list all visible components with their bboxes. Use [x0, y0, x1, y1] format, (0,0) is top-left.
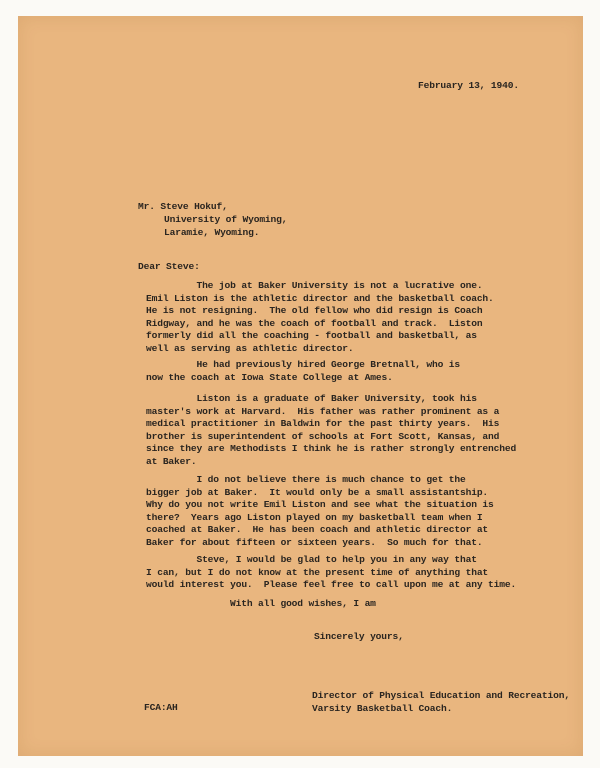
paragraph-line: at Baker. — [146, 455, 197, 467]
paragraph-line: Liston is a graduate of Baker University, took his — [146, 393, 477, 404]
letter-sheet — [18, 16, 583, 756]
paragraph-line: The job at Baker University is not a lucrative one. — [146, 280, 483, 291]
closing-signoff: Sincerely yours, — [314, 631, 404, 642]
address-line: Laramie, Wyoming. — [164, 227, 260, 238]
paragraph-2 — [146, 359, 546, 384]
paragraph-4 — [146, 474, 546, 549]
paragraph-line: Steve, I would be glad to help you in any way that — [146, 554, 477, 565]
paragraph-line: Why do you not write Emil Liston and see what the situation is — [146, 499, 494, 510]
paragraph-line: there? Years ago Liston played on my basketball team when I — [146, 511, 483, 523]
paragraph-line: Baker for about fifteen or sixteen years. So much for that. — [146, 536, 483, 548]
paragraph-line: bigger job at Baker. It would only be a small assistantship. — [146, 486, 489, 498]
paragraph-line: would interest you. Please feel free to call upon me at any time. — [146, 579, 517, 590]
letter-date: February 13, 1940. — [418, 80, 519, 91]
address-line: University of Wyoming, — [164, 214, 288, 225]
salutation: Dear Steve: — [138, 261, 200, 272]
paragraph-line: coached at Baker. He has been coach and athletic director at — [146, 524, 489, 535]
paragraph-line: He is not resigning. The old fellow who did resign is Coach — [146, 305, 483, 316]
paragraph-line: medical practitioner in Baldwin for the past thirty years. His — [146, 418, 500, 429]
paragraph-line: brother is superintendent of schools at Fort Scott, Kansas, and — [146, 430, 500, 442]
paragraph-line: now the coach at Iowa State College at Ames. — [146, 371, 393, 383]
paragraph-1 — [146, 280, 546, 355]
paragraph-line: He had previously hired George Bretnall, who is — [146, 359, 461, 370]
paragraph-line: well as serving as athletic director. — [146, 342, 354, 354]
paragraph-line: since they are Methodists I think he is rather strongly entrenched — [146, 443, 517, 454]
paragraph-line: formerly did all the coaching - football and basketball, as — [146, 330, 477, 341]
paragraph-line: I do not believe there is much chance to get the — [146, 474, 466, 485]
paragraph-line: Ridgway, and he was the coach of football and track. Liston — [146, 317, 483, 329]
signature-title-line: Varsity Basketball Coach. — [312, 703, 453, 714]
address-line: Mr. Steve Hokuf, — [138, 201, 228, 212]
paragraph-3 — [146, 393, 546, 468]
closing-wishes: With all good wishes, I am — [230, 598, 376, 609]
paragraph-line: I can, but I do not know at the present time of anything that — [146, 566, 489, 578]
paragraph-line: master's work at Harvard. His father was rather prominent as a — [146, 405, 500, 417]
paragraph-line: Emil Liston is the athletic director and the basketball coach. — [146, 292, 494, 304]
paragraph-5 — [146, 554, 546, 592]
typist-initials: FCA:AH — [144, 702, 178, 713]
signature-title-line: Director of Physical Education and Recreation, — [312, 690, 570, 701]
